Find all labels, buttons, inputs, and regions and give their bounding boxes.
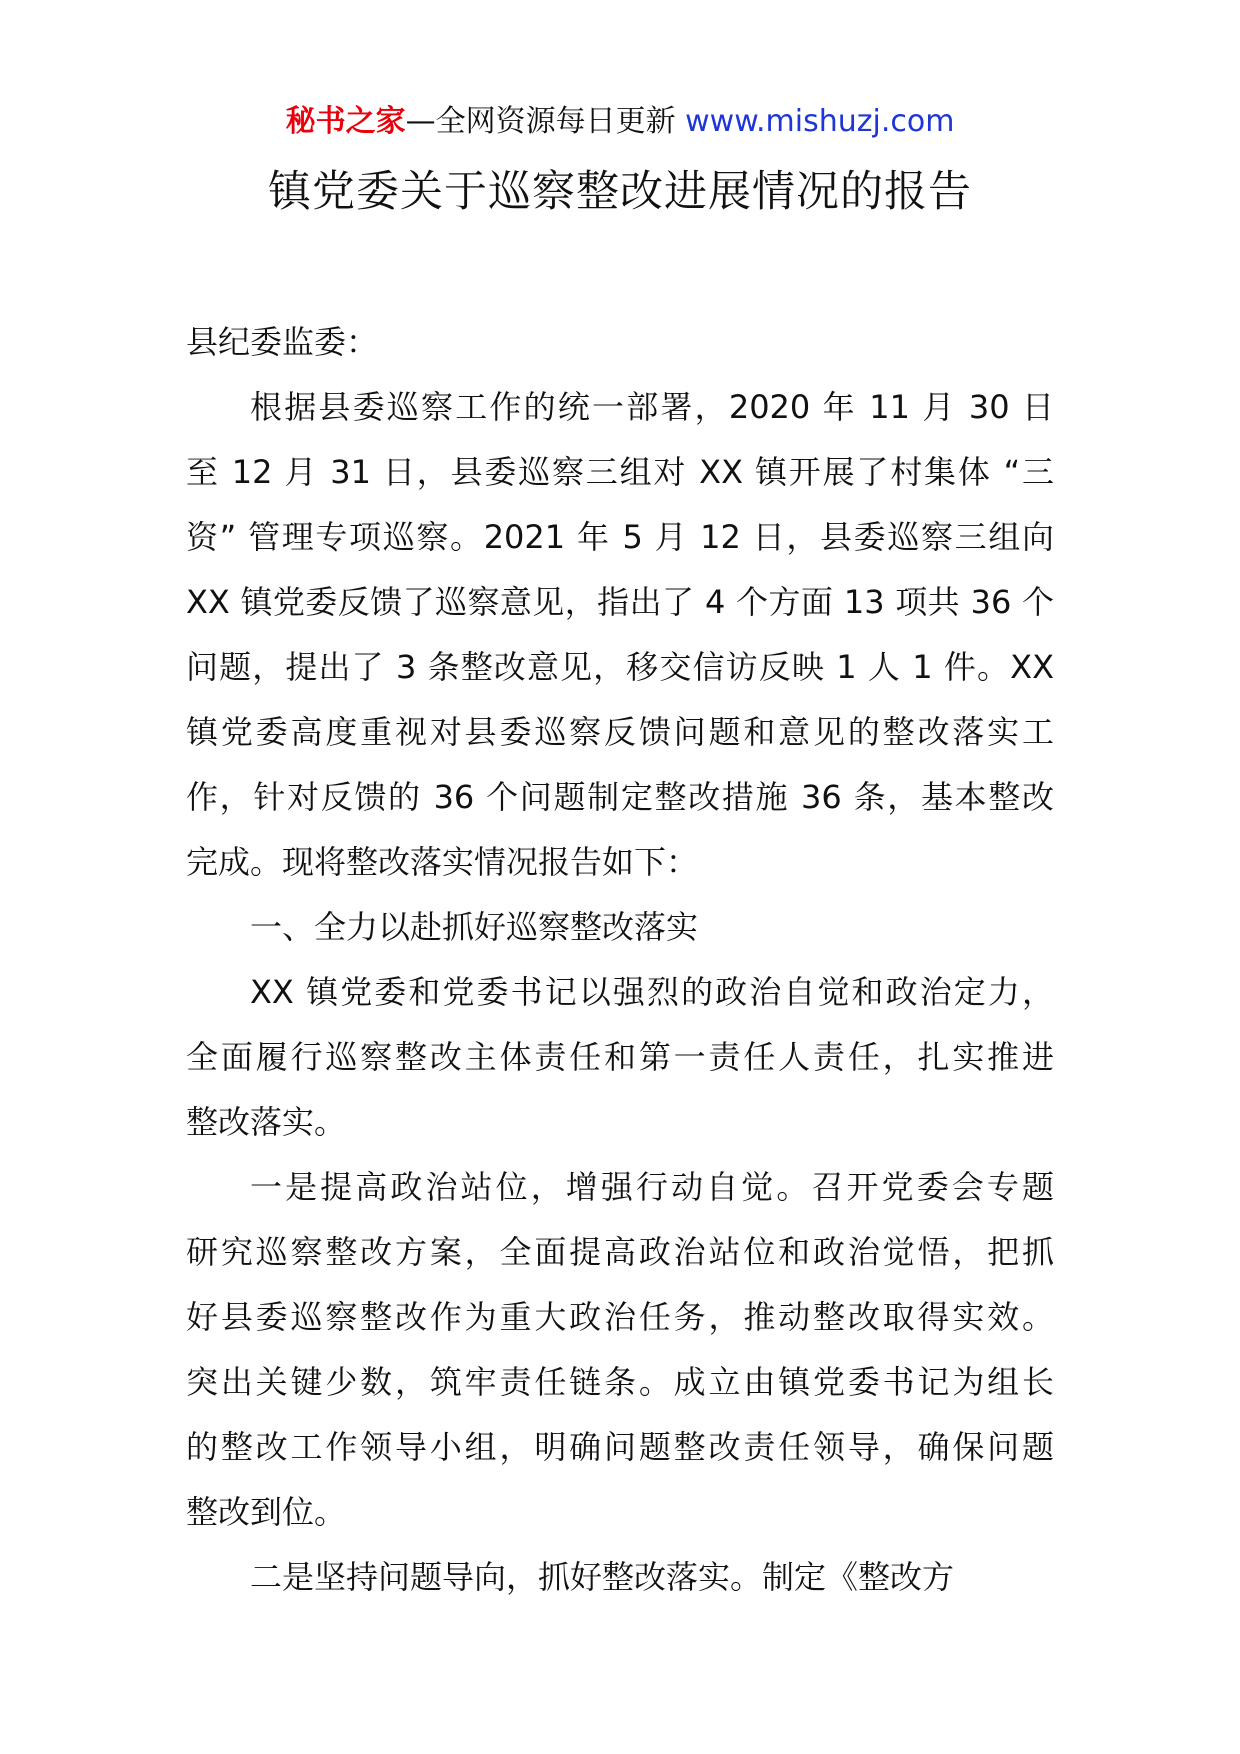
paragraph-line: 一是提高政治站位，增强行动自觉。召开党委会专题 — [250, 1168, 1054, 1206]
paragraph-responsibility — [186, 960, 1054, 1155]
paragraph-line: 突出关键少数，筑牢责任链条。成立由镇党委书记为组长 — [186, 1363, 1054, 1401]
banner-tagline: —全网资源每日更新 — [405, 104, 676, 139]
paragraph-line: 至 12 月 31 日，县委巡察三组对 XX 镇开展了村集体 “三 — [186, 453, 1054, 491]
site-banner — [186, 102, 1054, 142]
paragraph-line: 二是坚持问题导向，抓好整改落实。制定《整改方 — [250, 1558, 955, 1596]
paragraph-point-2 — [186, 1545, 1054, 1610]
paragraph-line: 整改落实。 — [186, 1103, 347, 1141]
paragraph-line: 资” 管理专项巡察。2021 年 5 月 12 日，县委巡察三组向 — [186, 518, 1054, 556]
paragraph-line: 根据县委巡察工作的统一部署，2020 年 11 月 30 日 — [250, 388, 1054, 426]
section-heading-1 — [186, 895, 1054, 960]
section-heading-text: 一、全力以赴抓好巡察整改落实 — [250, 908, 699, 946]
document-title: 镇党委关于巡察整改进展情况的报告 — [268, 167, 972, 217]
paragraph-line: 研究巡察整改方案，全面提高政治站位和政治觉悟，把抓 — [186, 1233, 1054, 1271]
salutation: 县纪委监委： — [186, 323, 379, 361]
paragraph-line: XX 镇党委和党委书记以强烈的政治自觉和政治定力， — [250, 973, 1054, 1011]
paragraph-point-1 — [186, 1155, 1054, 1545]
paragraph-line: 好县委巡察整改作为重大政治任务，推动整改取得实效。 — [186, 1298, 1054, 1336]
paragraph-line: 的整改工作领导小组，明确问题整改责任领导，确保问题 — [186, 1428, 1054, 1466]
paragraph-line: 整改到位。 — [186, 1493, 347, 1531]
banner-url-link[interactable]: www.mishuzj.com — [685, 104, 955, 139]
paragraph-line: 全面履行巡察整改主体责任和第一责任人责任，扎实推进 — [186, 1038, 1054, 1076]
paragraph-line: XX 镇党委反馈了巡察意见，指出了 4 个方面 13 项共 36 个 — [186, 583, 1054, 621]
paragraph-line: 作，针对反馈的 36 个问题制定整改措施 36 条，基本整改 — [186, 778, 1054, 816]
banner-brand: 秘书之家 — [285, 104, 406, 139]
paragraph-line: 问题，提出了 3 条整改意见，移交信访反映 1 人 1 件。XX — [186, 648, 1054, 686]
paragraph-line: 镇党委高度重视对县委巡察反馈问题和意见的整改落实工 — [186, 713, 1054, 751]
paragraph-line: 完成。现将整改落实情况报告如下： — [186, 843, 699, 881]
paragraph-intro — [186, 375, 1054, 895]
